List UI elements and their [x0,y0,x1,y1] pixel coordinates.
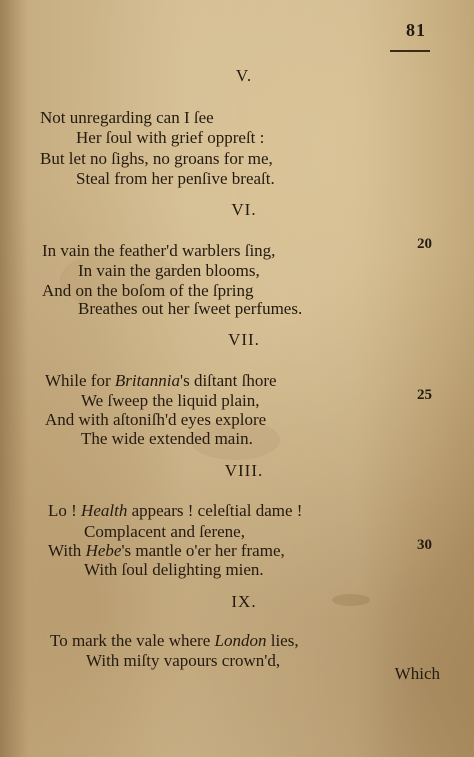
verse-line: The wide extended main. [81,429,253,448]
stanza-heading-vi: VI. [231,200,257,219]
verse-text: Lo ! [48,501,82,520]
verse-line: Not unregarding can I ſee [40,108,214,127]
page-number: 81 [406,20,426,40]
verse-line: And with aſtoniſh'd eyes explore [45,410,267,429]
verse-italic-name: Hebe [85,541,122,560]
verse-line: Complacent and ſerene, [84,522,245,541]
verse-line: Breathes out her ſweet perfumes. [78,299,303,318]
verse-line [48,500,302,522]
stanza-heading-vii: VII. [228,330,260,349]
verse-line: We ſweep the liquid plain, [81,391,260,410]
verse-text: 's diſtant ſhore [180,371,277,390]
verse-text: To mark the vale where [50,631,215,650]
verse-text: While for [45,371,115,390]
header-rule [390,50,430,52]
verse-line: In vain the feather'd warblers ſing, [42,241,276,260]
verse-text: appears ! celeſtial dame ! [127,501,303,520]
line-number: 30 [417,537,432,553]
verse-line: With miſty vapours crown'd, [86,651,281,670]
catchword: Which [394,664,440,683]
verse-line [45,370,277,392]
verse-line: And on the boſom of the ſpring [42,281,254,300]
verse-line: With ſoul delighting mien. [84,560,264,579]
verse-italic-name: Health [81,501,128,520]
verse-text: 's mantle o'er her frame, [121,541,285,560]
stanza-heading-v: V. [235,66,253,85]
stanza-heading-ix: IX. [231,592,257,611]
line-number: 20 [417,236,432,252]
verse-line: Her ſoul with grief oppreſt : [76,128,265,147]
verse-italic-name: London [214,631,267,650]
verse-line: But let no ſighs, no groans for me, [40,149,273,168]
verse-line: Steal from her penſive breaſt. [76,169,275,188]
verse-italic-name: Britannia [114,371,181,390]
line-number: 25 [417,387,432,403]
verse-line [50,630,299,652]
stanza-heading-viii: VIII. [224,461,264,480]
verse-text: lies, [266,631,299,650]
verse-text: With [48,541,86,560]
verse-line: In vain the garden blooms, [78,261,260,280]
